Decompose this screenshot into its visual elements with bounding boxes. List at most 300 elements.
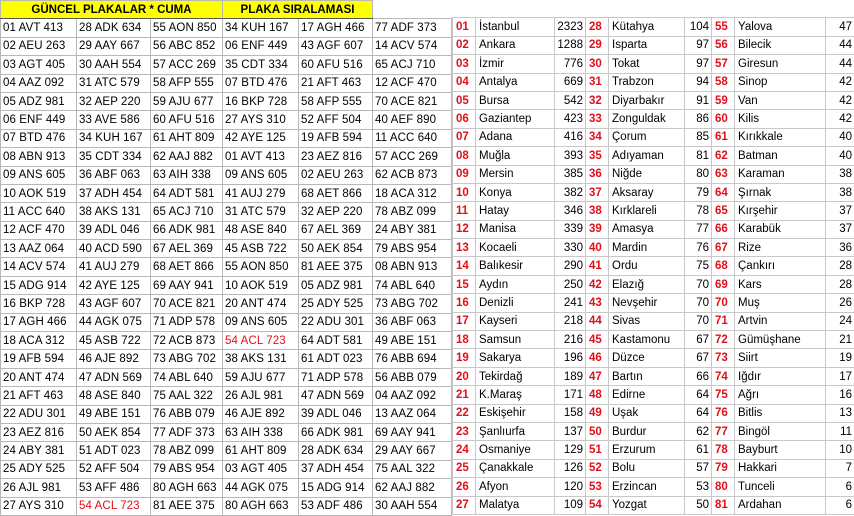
plate-count: 423 xyxy=(555,110,586,128)
plate-cell: 32 AEP 220 xyxy=(299,203,373,221)
plate-cell: 06 ENF 449 xyxy=(223,37,299,55)
plate-count: 1288 xyxy=(555,36,586,54)
plate-cell: 59 AJU 677 xyxy=(223,368,299,386)
plate-count: 109 xyxy=(555,496,586,514)
plate-row xyxy=(1,129,452,147)
plate-cell: 60 AFU 516 xyxy=(299,56,373,74)
plate-cell: 65 ACJ 710 xyxy=(373,56,452,74)
city-code: 47 xyxy=(586,367,609,385)
plate-cell: 44 AGK 075 xyxy=(77,313,151,331)
city-row xyxy=(453,367,854,385)
plate-cell: 54 ACL 723 xyxy=(77,497,151,515)
plate-count: 6 xyxy=(826,496,854,514)
city-name: Rize xyxy=(735,239,826,257)
plate-cell: 79 ABS 954 xyxy=(151,460,223,478)
plate-cell: 27 AYS 310 xyxy=(1,497,77,515)
plate-row xyxy=(1,442,452,460)
plate-row xyxy=(1,460,452,478)
city-code: 06 xyxy=(453,110,476,128)
plate-count: 37 xyxy=(826,202,854,220)
plate-count: 330 xyxy=(555,239,586,257)
city-name: Şanlıurfa xyxy=(476,422,555,440)
plate-cell: 72 ACB 873 xyxy=(151,332,223,350)
city-code: 59 xyxy=(712,91,735,109)
city-code: 73 xyxy=(712,349,735,367)
city-name: Kırklareli xyxy=(609,202,685,220)
plate-cell: 80 AGH 663 xyxy=(223,497,299,515)
plate-count: 38 xyxy=(826,183,854,201)
city-name: Batman xyxy=(735,147,826,165)
plate-cell: 63 AIH 338 xyxy=(223,423,299,441)
plate-cell: 67 AEL 369 xyxy=(151,240,223,258)
city-name: Yalova xyxy=(735,18,826,36)
plate-count: 53 xyxy=(685,478,712,496)
city-name: Ardahan xyxy=(735,496,826,514)
plate-count: 67 xyxy=(685,331,712,349)
city-name: Afyon xyxy=(476,478,555,496)
plate-count: 38 xyxy=(826,165,854,183)
plate-row xyxy=(1,240,452,258)
city-name: Şırnak xyxy=(735,183,826,201)
city-name: Van xyxy=(735,91,826,109)
plate-cell: 34 KUH 167 xyxy=(77,129,151,147)
city-code: 09 xyxy=(453,165,476,183)
plate-cell: 22 ADU 301 xyxy=(1,405,77,423)
city-row xyxy=(453,496,854,514)
plate-count: 47 xyxy=(826,18,854,36)
city-row xyxy=(453,257,854,275)
blank-header-row xyxy=(453,0,854,18)
city-code: 22 xyxy=(453,404,476,422)
plate-cell: 50 AEK 854 xyxy=(77,423,151,441)
plate-cell: 27 AYS 310 xyxy=(223,111,299,129)
city-name: Malatya xyxy=(476,496,555,514)
city-code: 35 xyxy=(586,147,609,165)
plate-cell: 11 ACC 640 xyxy=(1,203,77,221)
city-name: Gümüşhane xyxy=(735,331,826,349)
plate-count: 158 xyxy=(555,404,586,422)
city-name: Gaziantep xyxy=(476,110,555,128)
plate-count: 126 xyxy=(555,459,586,477)
plate-count: 78 xyxy=(685,202,712,220)
city-name: Kilis xyxy=(735,110,826,128)
plate-cell: 71 ADP 578 xyxy=(299,368,373,386)
plate-cell: 07 BTD 476 xyxy=(223,74,299,92)
plate-cell: 51 ADT 023 xyxy=(77,442,151,460)
plate-cell: 18 ACA 312 xyxy=(1,332,77,350)
plate-cell: 25 ADY 525 xyxy=(299,295,373,313)
plate-cell: 52 AFF 504 xyxy=(77,460,151,478)
blank-cell xyxy=(453,0,854,18)
plate-cell: 43 AGF 607 xyxy=(77,295,151,313)
city-code: 70 xyxy=(712,294,735,312)
city-code: 42 xyxy=(586,275,609,293)
city-name: Burdur xyxy=(609,422,685,440)
plate-cell: 68 AET 866 xyxy=(151,258,223,276)
city-code: 80 xyxy=(712,478,735,496)
city-code: 10 xyxy=(453,183,476,201)
plate-count: 40 xyxy=(826,147,854,165)
plate-cell: 35 CDT 334 xyxy=(223,56,299,74)
plate-count: 86 xyxy=(685,110,712,128)
plate-cell: 07 BTD 476 xyxy=(1,129,77,147)
plate-cell: 23 AEZ 816 xyxy=(299,148,373,166)
plate-cell: 26 AJL 981 xyxy=(1,479,77,497)
plate-cell: 64 ADT 581 xyxy=(151,184,223,202)
city-name: İzmir xyxy=(476,55,555,73)
city-row xyxy=(453,18,854,36)
plate-cell: 19 AFB 594 xyxy=(299,129,373,147)
plate-cell: 09 ANS 605 xyxy=(223,313,299,331)
plate-cell: 75 AAL 322 xyxy=(373,460,452,478)
city-name: Giresun xyxy=(735,55,826,73)
city-code: 40 xyxy=(586,239,609,257)
plate-count: 91 xyxy=(685,91,712,109)
city-code: 25 xyxy=(453,459,476,477)
city-row xyxy=(453,220,854,238)
plate-cell: 39 ADL 046 xyxy=(77,221,151,239)
plate-cell: 41 AUJ 279 xyxy=(77,258,151,276)
plate-cell: 06 ENF 449 xyxy=(1,111,77,129)
city-name: Tokat xyxy=(609,55,685,73)
city-code: 75 xyxy=(712,386,735,404)
city-name: Bayburt xyxy=(735,441,826,459)
plate-cell: 14 ACV 574 xyxy=(373,37,452,55)
city-row xyxy=(453,73,854,91)
plate-count: 11 xyxy=(826,422,854,440)
city-row xyxy=(453,55,854,73)
plate-count: 21 xyxy=(826,331,854,349)
plate-cell: 60 AFU 516 xyxy=(151,111,223,129)
city-name: Trabzon xyxy=(609,73,685,91)
plate-row xyxy=(1,221,452,239)
plate-cell: 22 ADU 301 xyxy=(299,313,373,331)
city-name: Karaman xyxy=(735,165,826,183)
plate-count: 2323 xyxy=(555,18,586,36)
city-code: 29 xyxy=(586,36,609,54)
plate-cell: 42 AYE 125 xyxy=(77,276,151,294)
city-code: 28 xyxy=(586,18,609,36)
city-name: Elazığ xyxy=(609,275,685,293)
city-name: Yozgat xyxy=(609,496,685,514)
plate-cell: 47 ADN 569 xyxy=(299,387,373,405)
city-code: 55 xyxy=(712,18,735,36)
plate-count: 79 xyxy=(685,183,712,201)
plate-cell: 01 AVT 413 xyxy=(223,148,299,166)
city-row xyxy=(453,183,854,201)
plate-cell: 13 AAZ 064 xyxy=(1,240,77,258)
plate-count: 44 xyxy=(826,55,854,73)
plate-count: 40 xyxy=(826,128,854,146)
plate-count: 37 xyxy=(826,220,854,238)
plate-cell: 24 ABY 381 xyxy=(1,442,77,460)
plate-cell: 61 ADT 023 xyxy=(299,350,373,368)
city-name: Adıyaman xyxy=(609,147,685,165)
plate-count: 97 xyxy=(685,36,712,54)
plate-cell: 38 AKS 131 xyxy=(77,203,151,221)
city-name: Kayseri xyxy=(476,312,555,330)
plate-cell: 16 BKP 728 xyxy=(223,92,299,110)
city-code: 56 xyxy=(712,36,735,54)
city-code: 17 xyxy=(453,312,476,330)
plate-cell: 26 AJL 981 xyxy=(223,387,299,405)
plate-row xyxy=(1,332,452,350)
city-code: 65 xyxy=(712,202,735,220)
plate-cell: 17 AGH 466 xyxy=(299,19,373,37)
plate-count: 70 xyxy=(685,294,712,312)
city-code: 61 xyxy=(712,128,735,146)
city-code: 48 xyxy=(586,386,609,404)
city-code: 11 xyxy=(453,202,476,220)
city-code: 67 xyxy=(712,239,735,257)
city-name: Kars xyxy=(735,275,826,293)
city-code: 69 xyxy=(712,275,735,293)
plate-count: 416 xyxy=(555,128,586,146)
city-code: 71 xyxy=(712,312,735,330)
city-row xyxy=(453,36,854,54)
plate-cell: 73 ABG 702 xyxy=(151,350,223,368)
city-code: 43 xyxy=(586,294,609,312)
plate-count: 13 xyxy=(826,404,854,422)
plate-cell: 04 AAZ 092 xyxy=(373,387,452,405)
plate-count: 42 xyxy=(826,91,854,109)
plate-cell: 71 ADP 578 xyxy=(151,313,223,331)
plate-cell: 10 AOK 519 xyxy=(223,276,299,294)
city-code: 20 xyxy=(453,367,476,385)
city-code: 60 xyxy=(712,110,735,128)
plate-cell: 68 AET 866 xyxy=(299,184,373,202)
plate-row xyxy=(1,368,452,386)
plate-cell: 29 AAY 667 xyxy=(373,442,452,460)
plate-count: 17 xyxy=(826,367,854,385)
city-code: 12 xyxy=(453,220,476,238)
plate-cell: 76 ABB 694 xyxy=(373,350,452,368)
plate-cell: 47 ADN 569 xyxy=(77,368,151,386)
city-code: 41 xyxy=(586,257,609,275)
plate-count: 16 xyxy=(826,386,854,404)
plate-row xyxy=(1,295,452,313)
city-name: Tunceli xyxy=(735,478,826,496)
plate-cell: 38 AKS 131 xyxy=(223,350,299,368)
city-name: Ordu xyxy=(609,257,685,275)
plate-cell: 49 ABE 151 xyxy=(373,332,452,350)
plate-count: 76 xyxy=(685,239,712,257)
city-code: 19 xyxy=(453,349,476,367)
city-row xyxy=(453,349,854,367)
plate-cell: 66 ADK 981 xyxy=(299,423,373,441)
city-name: Nevşehir xyxy=(609,294,685,312)
city-name: Zonguldak xyxy=(609,110,685,128)
plate-cell: 08 ABN 913 xyxy=(1,148,77,166)
city-code: 27 xyxy=(453,496,476,514)
plate-cell: 12 ACF 470 xyxy=(373,74,452,92)
plate-count: 36 xyxy=(826,239,854,257)
plate-count: 42 xyxy=(826,73,854,91)
plate-cell: 31 ATC 579 xyxy=(223,203,299,221)
city-code: 01 xyxy=(453,18,476,36)
city-code: 72 xyxy=(712,331,735,349)
city-name: Osmaniye xyxy=(476,441,555,459)
city-code: 81 xyxy=(712,496,735,514)
plate-cell: 08 ABN 913 xyxy=(373,258,452,276)
city-name: Bitlis xyxy=(735,404,826,422)
city-name: Aydın xyxy=(476,275,555,293)
city-name: Eskişehir xyxy=(476,404,555,422)
city-code: 74 xyxy=(712,367,735,385)
city-name: Ağrı xyxy=(735,386,826,404)
city-row xyxy=(453,110,854,128)
plate-cell: 53 ADF 486 xyxy=(299,497,373,515)
plate-count: 104 xyxy=(685,18,712,36)
plate-cell: 77 ADF 373 xyxy=(151,423,223,441)
plate-cell: 30 AAH 554 xyxy=(373,497,452,515)
plate-cell: 21 AFT 463 xyxy=(299,74,373,92)
plate-cell: 55 AON 850 xyxy=(151,19,223,37)
plate-cell: 78 ABZ 099 xyxy=(151,442,223,460)
city-name: Artvin xyxy=(735,312,826,330)
city-code: 57 xyxy=(712,55,735,73)
plate-cell: 17 AGH 466 xyxy=(1,313,77,331)
plate-count: 28 xyxy=(826,257,854,275)
plate-cell: 42 AYE 125 xyxy=(223,129,299,147)
city-name: Kırşehir xyxy=(735,202,826,220)
city-code: 49 xyxy=(586,404,609,422)
city-name: Uşak xyxy=(609,404,685,422)
header-row xyxy=(1,1,452,19)
plate-cell: 75 AAL 322 xyxy=(151,387,223,405)
plate-cell: 53 AFF 486 xyxy=(77,479,151,497)
plate-cell: 33 AVE 586 xyxy=(77,111,151,129)
plate-row xyxy=(1,479,452,497)
plate-cell: 49 ABE 151 xyxy=(77,405,151,423)
city-row xyxy=(453,441,854,459)
plate-cell: 63 AIH 338 xyxy=(151,166,223,184)
plate-cell: 32 AEP 220 xyxy=(77,92,151,110)
plate-count: 382 xyxy=(555,183,586,201)
plate-cell: 69 AAY 941 xyxy=(151,276,223,294)
plate-cell: 37 ADH 454 xyxy=(299,460,373,478)
plate-cell: 52 AFF 504 xyxy=(299,111,373,129)
plate-count: 542 xyxy=(555,91,586,109)
city-code: 50 xyxy=(586,422,609,440)
plate-cell: 01 AVT 413 xyxy=(1,19,77,37)
plate-cell: 28 ADK 634 xyxy=(299,442,373,460)
city-code: 13 xyxy=(453,239,476,257)
plate-cell: 41 AUJ 279 xyxy=(223,184,299,202)
plate-cell: 57 ACC 269 xyxy=(151,56,223,74)
plate-cell: 19 AFB 594 xyxy=(1,350,77,368)
city-name: Muş xyxy=(735,294,826,312)
plate-cell: 05 ADZ 981 xyxy=(1,92,77,110)
plate-count: 339 xyxy=(555,220,586,238)
plate-cell: 34 KUH 167 xyxy=(223,19,299,37)
plate-cell: 11 ACC 640 xyxy=(373,129,452,147)
plate-cell: 15 ADG 914 xyxy=(299,479,373,497)
city-name: Kırıkkale xyxy=(735,128,826,146)
city-code: 32 xyxy=(586,91,609,109)
plate-cell: 39 ADL 046 xyxy=(299,405,373,423)
city-code: 08 xyxy=(453,147,476,165)
plate-cell: 37 ADH 454 xyxy=(77,184,151,202)
plate-count: 44 xyxy=(826,36,854,54)
city-row xyxy=(453,128,854,146)
city-name: Amasya xyxy=(609,220,685,238)
city-code: 05 xyxy=(453,91,476,109)
plate-count: 57 xyxy=(685,459,712,477)
city-code: 21 xyxy=(453,386,476,404)
plate-cell: 20 ANT 474 xyxy=(1,368,77,386)
plate-count: 218 xyxy=(555,312,586,330)
plate-cell: 09 ANS 605 xyxy=(1,166,77,184)
plate-count: 196 xyxy=(555,349,586,367)
plate-count: 75 xyxy=(685,257,712,275)
city-code: 18 xyxy=(453,331,476,349)
plate-count: 10 xyxy=(826,441,854,459)
plate-count: 120 xyxy=(555,478,586,496)
plate-cell: 70 ACE 821 xyxy=(151,295,223,313)
city-code: 03 xyxy=(453,55,476,73)
plate-cell: 74 ABL 640 xyxy=(373,276,452,294)
city-row xyxy=(453,459,854,477)
plate-count: 62 xyxy=(685,422,712,440)
city-row xyxy=(453,422,854,440)
city-code: 02 xyxy=(453,36,476,54)
city-code: 33 xyxy=(586,110,609,128)
city-name: Kocaeli xyxy=(476,239,555,257)
plate-cell: 65 ACJ 710 xyxy=(151,203,223,221)
plate-row xyxy=(1,184,452,202)
city-name: Hakkari xyxy=(735,459,826,477)
plate-cell: 62 AAJ 882 xyxy=(151,148,223,166)
plate-count: 137 xyxy=(555,422,586,440)
city-name: Isparta xyxy=(609,36,685,54)
city-code: 66 xyxy=(712,220,735,238)
plate-cell: 46 AJE 892 xyxy=(223,405,299,423)
plate-count: 66 xyxy=(685,367,712,385)
plate-count: 290 xyxy=(555,257,586,275)
plate-cell: 50 AEK 854 xyxy=(299,240,373,258)
city-code: 79 xyxy=(712,459,735,477)
plate-count: 24 xyxy=(826,312,854,330)
plate-cell: 03 AGT 405 xyxy=(223,460,299,478)
plate-row xyxy=(1,111,452,129)
plate-count: 85 xyxy=(685,128,712,146)
plate-count: 393 xyxy=(555,147,586,165)
plate-cell: 36 ABF 063 xyxy=(373,313,452,331)
city-name: Bartın xyxy=(609,367,685,385)
plate-count: 80 xyxy=(685,165,712,183)
city-name: Mardin xyxy=(609,239,685,257)
city-code: 53 xyxy=(586,478,609,496)
plate-cell: 09 ANS 605 xyxy=(223,166,299,184)
city-code: 54 xyxy=(586,496,609,514)
plate-cell: 62 ACB 873 xyxy=(373,166,452,184)
plate-cell: 80 AGH 663 xyxy=(151,479,223,497)
plate-cell: 79 ABS 954 xyxy=(373,240,452,258)
plate-count: 129 xyxy=(555,441,586,459)
city-code: 63 xyxy=(712,165,735,183)
plate-count: 669 xyxy=(555,73,586,91)
plate-count: 216 xyxy=(555,331,586,349)
plate-cell: 62 AAJ 882 xyxy=(373,479,452,497)
plate-count: 26 xyxy=(826,294,854,312)
city-name: Manisa xyxy=(476,220,555,238)
plate-cell: 61 AHT 809 xyxy=(151,129,223,147)
city-row xyxy=(453,91,854,109)
city-name: Konya xyxy=(476,183,555,201)
plate-cell: 31 ATC 579 xyxy=(77,74,151,92)
plate-cell: 81 AEE 375 xyxy=(299,258,373,276)
